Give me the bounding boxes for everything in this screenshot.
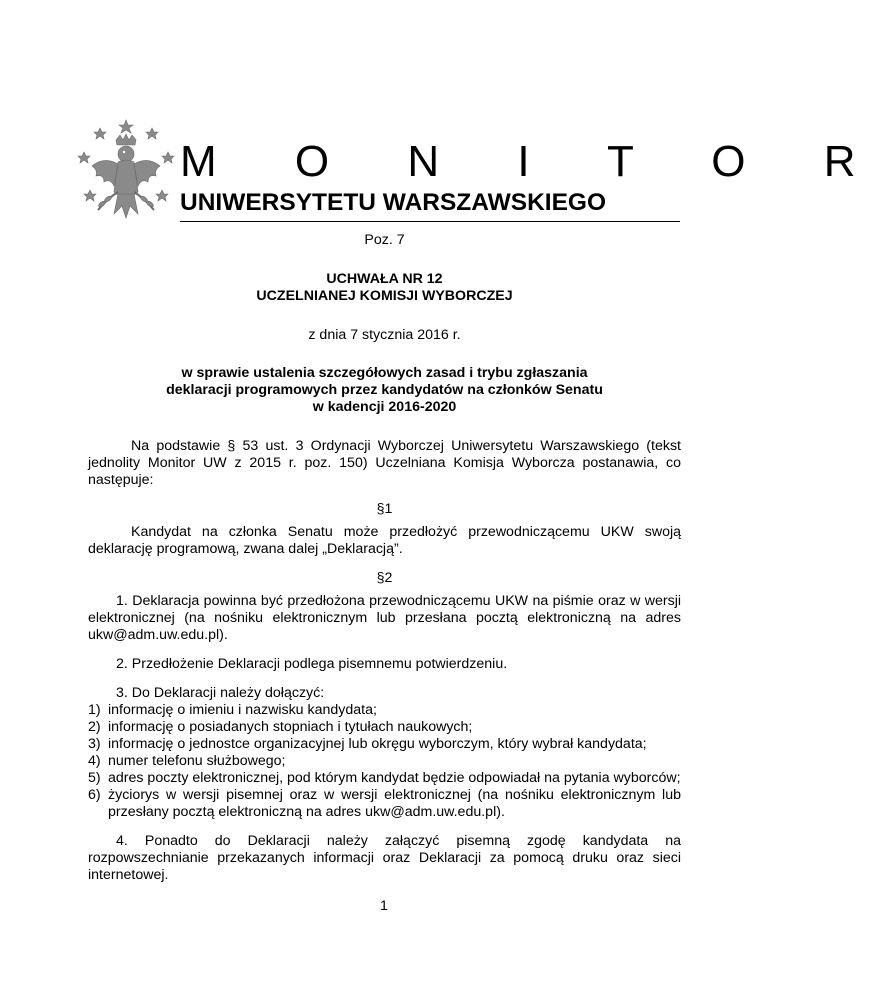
list-item-number: 4) <box>88 753 101 769</box>
list-item-number: 2) <box>88 719 101 735</box>
list-item-text: numer telefonu służbowego; <box>108 753 286 769</box>
list-item-text: informację o imieniu i nazwisku kandydata; <box>108 702 377 718</box>
masthead-subtitle: UNIWERSYTETU WARSZAWSKIEGO <box>180 189 607 216</box>
page-number: 1 <box>380 898 388 914</box>
section-heading: §2 <box>376 570 393 586</box>
masthead <box>78 118 889 218</box>
document-body <box>88 232 681 884</box>
list-item-number: 6) <box>88 787 101 803</box>
list-item <box>88 702 681 719</box>
list-item <box>88 753 681 770</box>
list-item <box>88 770 681 787</box>
resolution-heading <box>88 271 681 305</box>
university-eagle-emblem-icon <box>78 118 174 228</box>
list-item-text: informację o jednostce organizacyjnej lub okręgu wyborczym, który wybrał kandydata; <box>108 736 647 752</box>
subject-line: w sprawie ustalenia szczegółowych zasad i trybu zgłaszania <box>181 365 588 381</box>
resolution-subject <box>88 365 681 416</box>
position-number: Poz. 7 <box>364 232 405 248</box>
list-item <box>88 736 681 753</box>
list-item-number: 1) <box>88 702 101 718</box>
list-item-text: życiorys w wersji pisemnej oraz w wersji elektronicznej (na nośniku elektronicznym lub przesłany pocztą elektroniczną na adres ukw@adm.uw.edu.pl). <box>108 787 681 820</box>
list-item-number: 5) <box>88 770 101 786</box>
section-2-paragraph-3-intro: 3. Do Deklaracji należy dołączyć: <box>116 685 325 701</box>
preamble: Na podstawie § 53 ust. 3 Ordynacji Wyborczej Uniwersytetu Warszawskiego (tekst jednolity Monitor UW z 2015 r. poz. 150) Uczelniana Komisja Wyborcza postanawia, co następuje: <box>88 438 681 488</box>
subject-line: w kadencji 2016-2020 <box>312 399 457 415</box>
section-2-paragraph-2: 2. Przedłożenie Deklaracji podlega pisemnemu potwierdzeniu. <box>116 656 508 672</box>
resolution-number: UCHWAŁA NR 12 <box>326 271 443 287</box>
list-item-text: adres poczty elektronicznej, pod którym kandydat będzie odpowiadał na pytania wyborców; <box>108 770 681 786</box>
section-1-text: Kandydat na członka Senatu może przedłożyć przewodniczącemu UKW swoją deklarację programową, zwana dalej „Deklaracją”. <box>88 524 681 557</box>
subject-line: deklaracji programowych przez kandydatów na członków Senatu <box>166 382 603 398</box>
masthead-title: M O N I T O R <box>180 137 889 186</box>
section-2-paragraph-4: 4. Ponadto do Deklaracji należy załączyć pisemną zgodę kandydata na rozpowszechnianie przekazanych informacji oraz Deklaracji za pomocą druku oraz sieci internetowej. <box>88 833 681 883</box>
section-heading: §1 <box>376 501 393 517</box>
resolution-date: z dnia 7 stycznia 2016 r. <box>308 327 461 343</box>
masthead-divider <box>180 221 680 222</box>
list-item-number: 3) <box>88 736 101 752</box>
section-2-paragraph-1: 1. Deklaracja powinna być przedłożona przewodniczącemu UKW na piśmie oraz w wersji elektronicznej (na nośniku elektronicznym lub przesłana pocztą elektroniczną na adres ukw@adm.uw.edu.pl). <box>88 593 681 643</box>
resolution-body: UCZELNIANEJ KOMISJI WYBORCZEJ <box>256 288 513 304</box>
list-item <box>88 719 681 736</box>
attachment-list <box>88 702 681 821</box>
list-item <box>88 787 681 821</box>
list-item-text: informację o posiadanych stopniach i tytułach naukowych; <box>108 719 473 735</box>
